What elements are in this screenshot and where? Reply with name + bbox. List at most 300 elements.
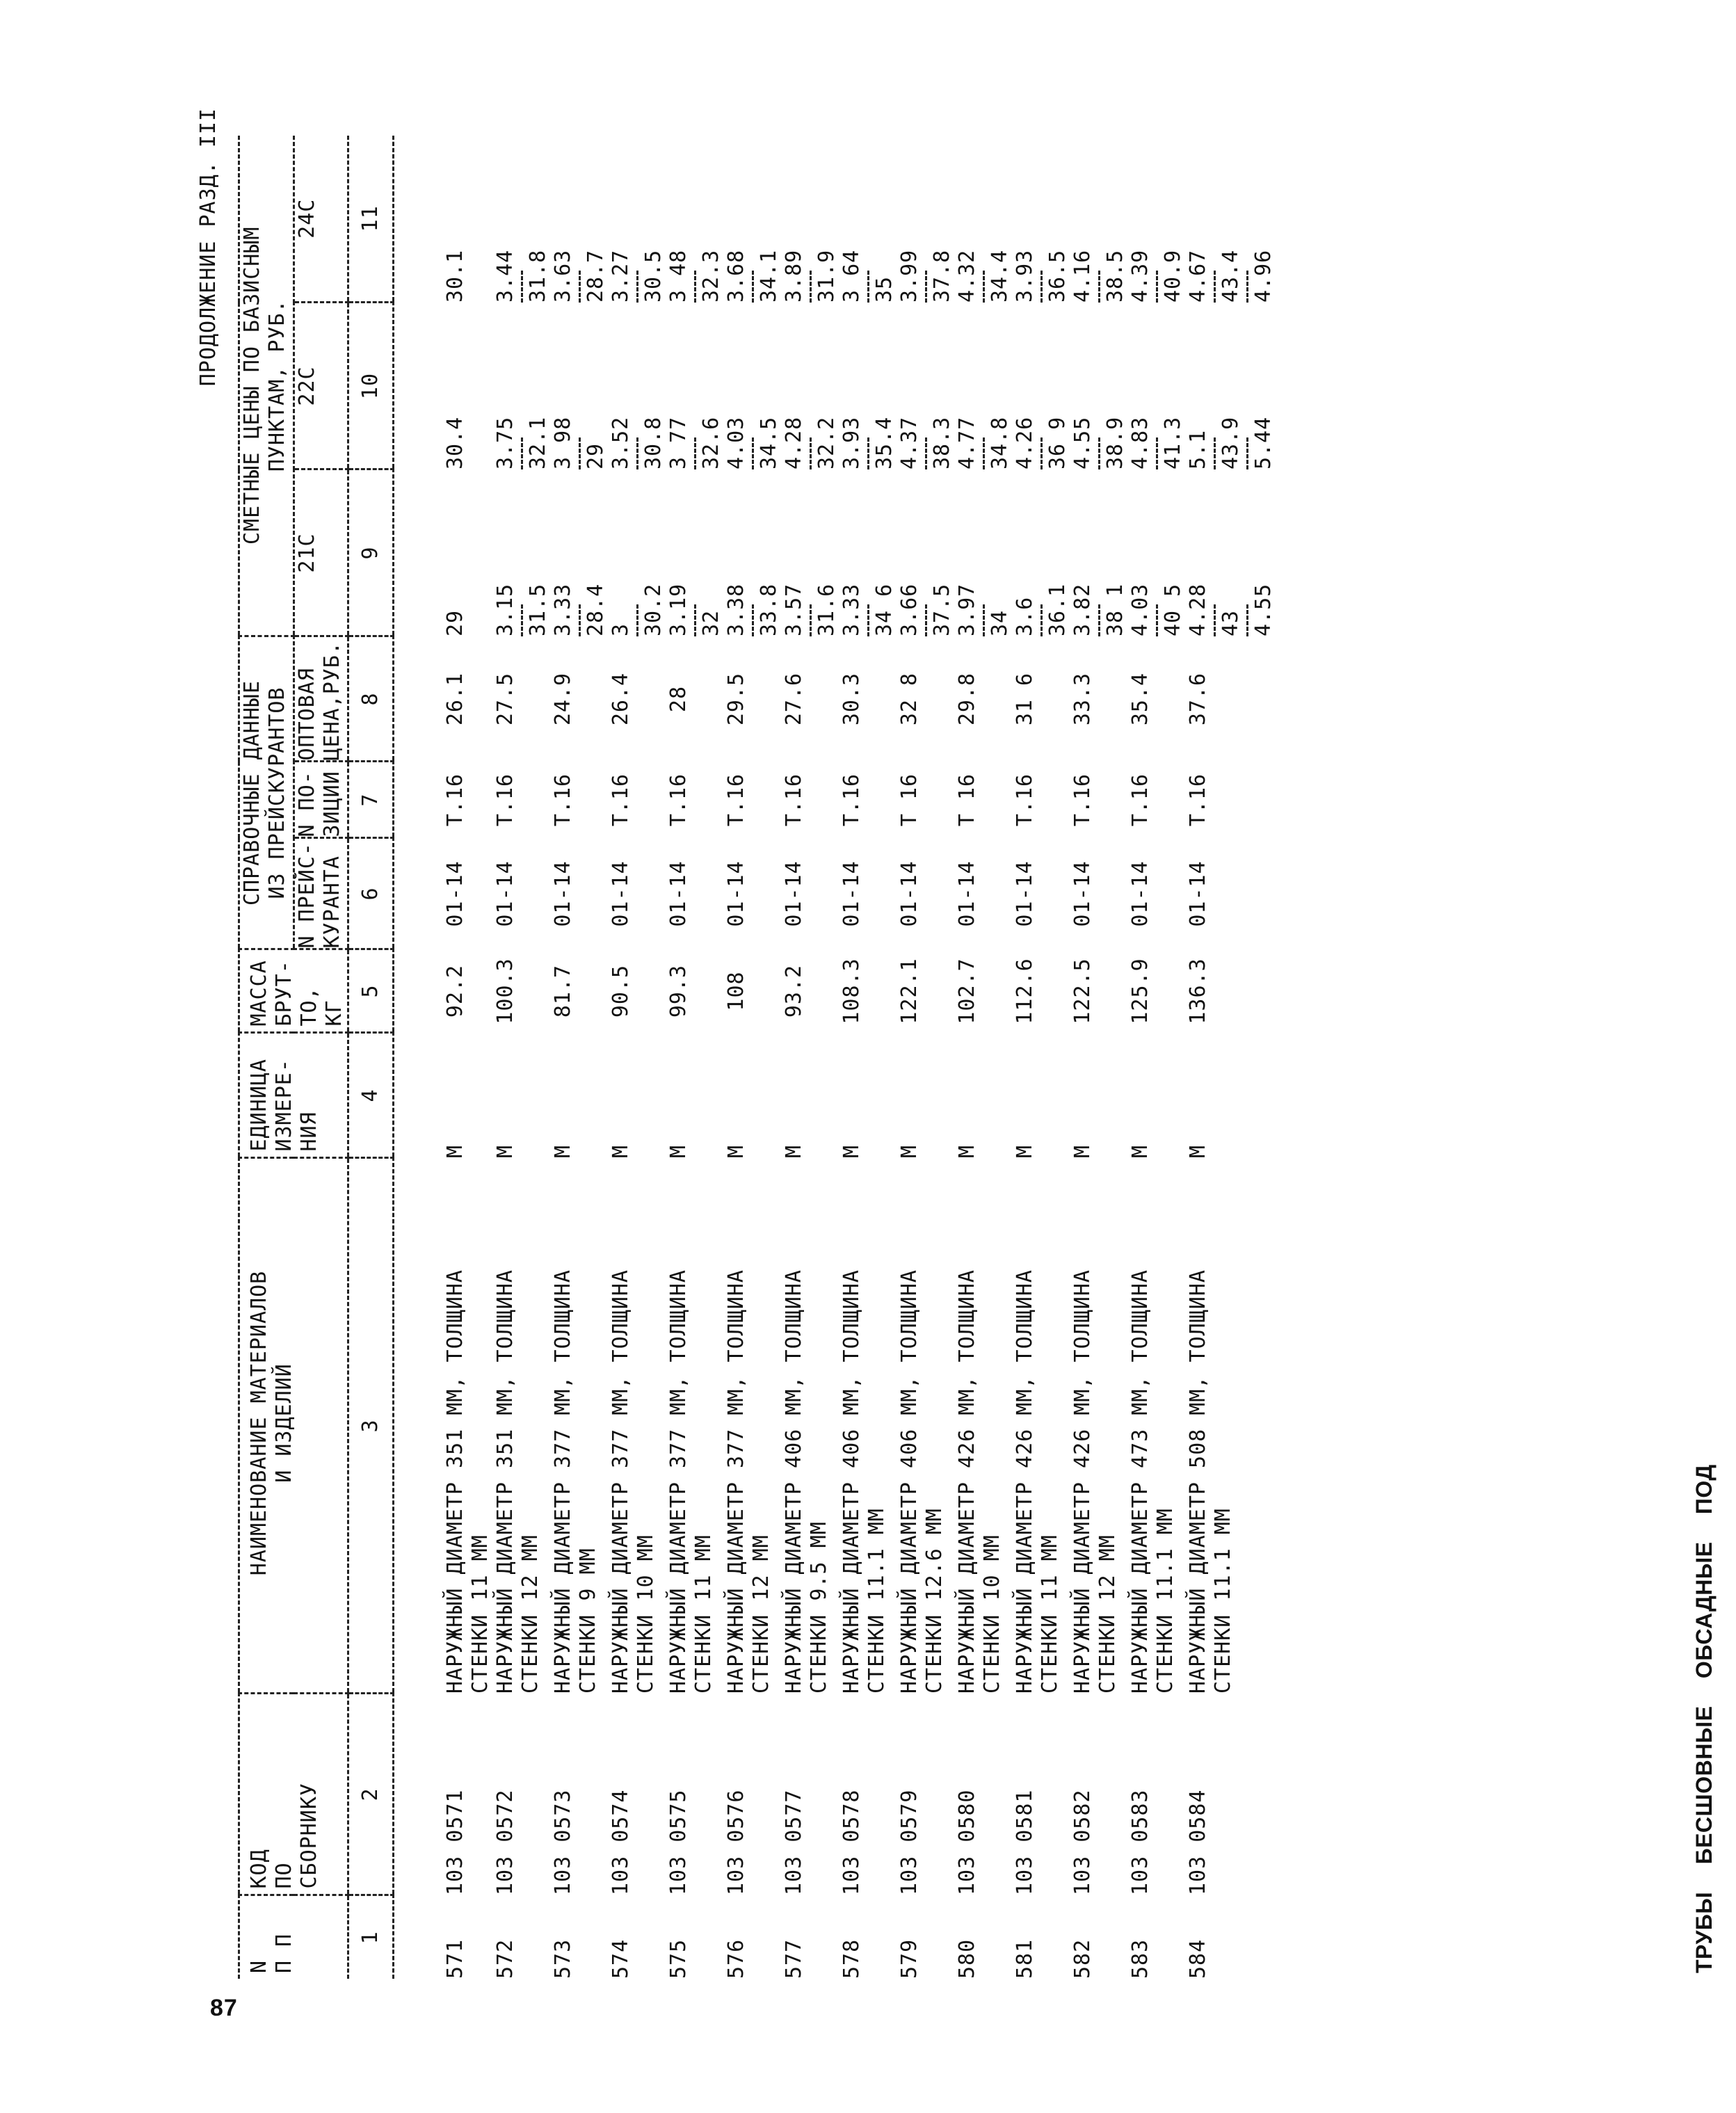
- header-col10: 22С: [294, 303, 348, 469]
- column-number: 5: [348, 949, 394, 1033]
- column-number: 8: [348, 636, 394, 762]
- row-name-line: СТЕНКИ 11 ММ: [691, 1534, 716, 1694]
- row-code: 103 0583: [1128, 1789, 1152, 1895]
- table-row: [1070, 136, 1128, 1979]
- price-fraction: [1013, 584, 1070, 636]
- header-col6: N ПРЕЙС- КУРАНТА: [294, 838, 348, 949]
- fraction-bar: [752, 271, 754, 303]
- row-pricelist: 01-14: [1013, 860, 1037, 927]
- row-wholesale: 30.3: [839, 672, 864, 726]
- price-p21-cell: [609, 469, 666, 636]
- row-number: 582: [1070, 1938, 1095, 1979]
- price-fraction: [1186, 417, 1244, 469]
- fraction-bar: [1156, 271, 1158, 303]
- row-name-line: НАРУЖНЫЙ ДИАМЕТР 508 ММ, ТОЛЩИНА: [1186, 1269, 1210, 1694]
- row-name-line: НАРУЖНЫЙ ДИАМЕТР 473 ММ, ТОЛЩИНА: [1128, 1269, 1152, 1694]
- row-unit: М: [493, 1144, 517, 1158]
- empty-cell: [1244, 949, 1276, 1033]
- row-number: 578: [839, 1938, 864, 1979]
- row-number: 576: [724, 1938, 748, 1979]
- price-denominator: 34.1: [757, 249, 781, 303]
- price-fraction: [1128, 250, 1186, 303]
- table-row: [1128, 136, 1186, 1979]
- row-number: 584: [1186, 1938, 1210, 1979]
- price-denominator: 43.4: [1219, 249, 1243, 303]
- price-numerator: 4.26: [1013, 416, 1037, 469]
- row-unit: М: [551, 1144, 575, 1158]
- price-fraction: [1128, 584, 1186, 636]
- price-fraction: [666, 250, 724, 303]
- row-name: [724, 1158, 782, 1694]
- header-col4: ЕДИНИЦА ИЗМЕРЕ- НИЯ: [239, 1033, 348, 1158]
- row-code: 103 0576: [724, 1789, 748, 1895]
- price-denominator: 28.4: [584, 583, 608, 636]
- price-fraction: [897, 250, 955, 303]
- price-p24-cell: [493, 136, 551, 303]
- row-position: Т.16: [782, 773, 806, 827]
- price-fraction: [782, 584, 839, 636]
- row-number: 572: [493, 1938, 517, 1979]
- price-denominator: 37.8: [930, 249, 954, 303]
- price-fraction: [1013, 250, 1070, 303]
- fraction-bar: [925, 604, 927, 636]
- price-p21-cell: [1013, 469, 1070, 636]
- column-number: 10: [348, 303, 394, 469]
- price-fraction: [551, 417, 609, 469]
- row-name-line: СТЕНКИ 11.1 ММ: [1211, 1508, 1235, 1694]
- price-numerator: 3 77: [666, 416, 691, 469]
- fraction-bar: [867, 437, 869, 469]
- empty-cell: [1244, 1694, 1276, 1895]
- row-pricelist: 01-14: [666, 860, 691, 927]
- price-denominator: 29: [584, 442, 608, 469]
- price-numerator: 3.63: [551, 249, 575, 303]
- fraction-bar: [1156, 604, 1158, 636]
- price-fraction: [1070, 417, 1128, 469]
- fraction-bar: [1246, 437, 1248, 469]
- price-numerator: 3.15: [493, 583, 517, 636]
- price-denominator: 32.2: [814, 416, 839, 469]
- row-unit: М: [782, 1144, 806, 1158]
- row-name-line: НАРУЖНЫЙ ДИАМЕТР 377 ММ, ТОЛЩИНА: [724, 1269, 748, 1694]
- price-denominator: 32.6: [699, 416, 723, 469]
- fraction-bar: [810, 271, 812, 303]
- row-wholesale: 28: [666, 685, 691, 713]
- price-numerator: 5.44: [1251, 416, 1276, 469]
- row-unit: М: [666, 1144, 691, 1158]
- row-unit: М: [955, 1144, 979, 1158]
- row-position: Т.16: [551, 773, 575, 827]
- row-name: [666, 1158, 724, 1694]
- price-p22-cell: [666, 303, 724, 469]
- fraction-bar: [925, 271, 927, 303]
- fraction-bar: [810, 604, 812, 636]
- row-pricelist: 01-14: [609, 860, 633, 927]
- price-denominator: 36.5: [1045, 249, 1070, 303]
- price-denominator: 30.2: [641, 583, 666, 636]
- price-denominator: 28.7: [584, 249, 608, 303]
- row-wholesale: 26.1: [443, 672, 467, 726]
- table-row: [897, 136, 955, 1979]
- price-fraction: [609, 584, 666, 636]
- row-position: Т.16: [609, 773, 633, 827]
- price-numerator: 3.27: [609, 249, 633, 303]
- price-fraction: [1070, 250, 1128, 303]
- table-body: [394, 136, 1277, 1979]
- price-denominator: 43: [1219, 609, 1243, 636]
- price-numerator: 3.52: [609, 416, 633, 469]
- price-p24-cell: [1013, 136, 1070, 303]
- row-wholesale: 24.9: [551, 672, 575, 726]
- price-p22-cell: [551, 303, 609, 469]
- price-p22-cell: [1186, 303, 1244, 469]
- price-p21-cell: [493, 469, 551, 636]
- row-unit: М: [897, 1144, 922, 1158]
- table-row: [1186, 136, 1244, 1979]
- price-p21-cell: [1186, 469, 1244, 636]
- row-number: 571: [443, 1938, 467, 1979]
- price-fraction: [493, 417, 551, 469]
- row-pricelist: 01-14: [493, 860, 517, 927]
- price-fraction: [1186, 250, 1244, 303]
- row-name-line: НАРУЖНЫЙ ДИАМЕТР 351 ММ, ТОЛЩИНА: [443, 1269, 467, 1694]
- price-fraction: [1244, 250, 1276, 303]
- row-pricelist: 01-14: [782, 860, 806, 927]
- price-fraction: [955, 584, 1013, 636]
- price-fraction: [724, 584, 782, 636]
- price-denominator: 31.6: [814, 583, 839, 636]
- price-fraction: [724, 417, 782, 469]
- price-numerator: 3.82: [1070, 583, 1095, 636]
- row-name: [1186, 1158, 1244, 1694]
- row-mass: 100.3: [493, 958, 517, 1025]
- price-fraction: [609, 417, 666, 469]
- fraction-bar: [752, 604, 754, 636]
- price-numerator: 4.03: [1128, 583, 1152, 636]
- row-mass: 81.7: [551, 964, 575, 1018]
- row-position: Т.16: [1013, 773, 1037, 827]
- row-pricelist: 01-14: [839, 860, 864, 927]
- row-name-line: СТЕНКИ 12 ММ: [749, 1534, 773, 1694]
- row-mass: 99.3: [666, 964, 691, 1018]
- trailing-price-p21: [1244, 469, 1276, 636]
- row-pricelist: 01-14: [1070, 860, 1095, 927]
- column-number: 3: [348, 1158, 394, 1694]
- price-numerator: 3.33: [839, 583, 864, 636]
- row-wholesale: 27.5: [493, 672, 517, 726]
- row-code: 103 0580: [955, 1789, 979, 1895]
- price-denominator: 37.5: [930, 583, 954, 636]
- row-pricelist: 01-14: [551, 860, 575, 927]
- price-numerator: 4.32: [955, 249, 979, 303]
- price-p24-cell: [897, 136, 955, 303]
- row-name: [493, 1158, 551, 1694]
- column-number: 11: [348, 136, 394, 303]
- fraction-bar: [1040, 271, 1043, 303]
- fraction-bar: [1040, 437, 1043, 469]
- table-row: [394, 136, 494, 1979]
- header-col9: 21С: [294, 469, 348, 636]
- row-number: 577: [782, 1938, 806, 1979]
- row-name-line: НАРУЖНЫЙ ДИАМЕТР 377 ММ, ТОЛЩИНА: [551, 1269, 575, 1694]
- page-number: 87: [210, 1995, 238, 2021]
- price-p22-cell: [839, 303, 897, 469]
- price-numerator: 3.66: [897, 583, 922, 636]
- price-p22-cell: [897, 303, 955, 469]
- header-col7: N ПО- ЗИЦИИ: [294, 762, 348, 838]
- price-numerator: 4.77: [955, 416, 979, 469]
- price-p24-cell: [666, 136, 724, 303]
- price-value: 30.1: [443, 249, 467, 303]
- row-name-line: СТЕНКИ 9 ММ: [576, 1548, 600, 1694]
- empty-cell: [1244, 1158, 1276, 1694]
- price-p24-cell: [1128, 136, 1186, 303]
- price-fraction: [839, 584, 897, 636]
- row-mass: 90.5: [609, 964, 633, 1018]
- row-pricelist: 01-14: [1128, 860, 1152, 927]
- price-denominator: 38.5: [1103, 249, 1127, 303]
- row-number: 575: [666, 1938, 691, 1979]
- fraction-bar: [636, 604, 638, 636]
- empty-cell: [1244, 838, 1276, 949]
- row-wholesale: 37.6: [1186, 672, 1210, 726]
- row-mass: 136.3: [1186, 958, 1210, 1025]
- price-p22-cell: [1128, 303, 1186, 469]
- empty-cell: [1244, 636, 1276, 762]
- row-name-line: СТЕНКИ 10 ММ: [980, 1534, 1004, 1694]
- price-fraction: [955, 250, 1013, 303]
- row-position: Т.16: [1128, 773, 1152, 827]
- price-p24-cell: [551, 136, 609, 303]
- fraction-bar: [1098, 604, 1100, 636]
- price-p24-cell: [609, 136, 666, 303]
- price-numerator: 3.97: [955, 583, 979, 636]
- header-col2: КОД ПО СБОРНИКУ: [239, 1694, 348, 1895]
- table-row: [666, 136, 724, 1979]
- price-fraction: [1244, 584, 1276, 636]
- fraction-bar: [636, 271, 638, 303]
- fraction-bar: [1156, 437, 1158, 469]
- row-number: 573: [551, 1938, 575, 1979]
- price-p21-cell: [724, 469, 782, 636]
- price-p22-cell: [955, 303, 1013, 469]
- row-mass: 108: [724, 971, 748, 1011]
- price-fraction: [897, 417, 955, 469]
- price-denominator: 35: [872, 275, 897, 303]
- fraction-bar: [521, 437, 523, 469]
- price-numerator: 4.83: [1128, 416, 1152, 469]
- row-name-line: СТЕНКИ 12.6 ММ: [922, 1508, 947, 1694]
- fraction-bar: [694, 271, 696, 303]
- row-code: 103 0584: [1186, 1789, 1210, 1895]
- row-name: [839, 1158, 897, 1694]
- row-code: 103 0581: [1013, 1789, 1037, 1895]
- row-code: 103 0575: [666, 1789, 691, 1895]
- header-col5: МАССА БРУТ- ТО, КГ: [239, 949, 348, 1033]
- row-pricelist: 01-14: [897, 860, 922, 927]
- fraction-bar: [1098, 437, 1100, 469]
- row-name-line: НАРУЖНЫЙ ДИАМЕТР 426 ММ, ТОЛЩИНА: [1013, 1269, 1037, 1694]
- row-code: 103 0579: [897, 1789, 922, 1895]
- row-name: [1070, 1158, 1128, 1694]
- header-col1: N П П: [239, 1895, 348, 1979]
- row-name: [1128, 1158, 1186, 1694]
- price-denominator: 34.5: [757, 416, 781, 469]
- row-name-line: СТЕНКИ 12 ММ: [1095, 1534, 1120, 1694]
- row-name-line: НАРУЖНЫЙ ДИАМЕТР 406 ММ, ТОЛЩИНА: [782, 1269, 806, 1694]
- price-denominator: 38.9: [1103, 416, 1127, 469]
- price-value: 29: [443, 609, 467, 636]
- row-unit: М: [1128, 1144, 1152, 1158]
- price-p24-cell: [839, 136, 897, 303]
- price-numerator: 4.55: [1251, 583, 1276, 636]
- price-fraction: [1013, 417, 1070, 469]
- row-wholesale: 32 8: [897, 672, 922, 726]
- price-fraction: [1186, 584, 1244, 636]
- row-wholesale: 35.4: [1128, 672, 1152, 726]
- price-numerator: 3 64: [839, 249, 864, 303]
- price-p24-cell: [724, 136, 782, 303]
- fraction-bar: [579, 271, 581, 303]
- row-position: Т.16: [724, 773, 748, 827]
- price-p24-cell: [394, 136, 494, 303]
- fraction-bar: [521, 604, 523, 636]
- price-denominator: 30.8: [641, 416, 666, 469]
- price-numerator: 4.37: [897, 416, 922, 469]
- row-name: [897, 1158, 955, 1694]
- header-row-top: [239, 136, 294, 1979]
- table-row-continued: [1244, 136, 1276, 1979]
- price-numerator: 3.6: [1013, 596, 1037, 636]
- price-numerator: 4.55: [1070, 416, 1095, 469]
- price-numerator: 4.16: [1070, 249, 1095, 303]
- row-unit: М: [724, 1144, 748, 1158]
- price-fraction: [839, 250, 897, 303]
- header-col8: ОПТОВАЯ ЦЕНА,РУБ.: [294, 636, 348, 762]
- row-wholesale: 29.8: [955, 672, 979, 726]
- row-name: [782, 1158, 839, 1694]
- fraction-bar: [1040, 604, 1043, 636]
- price-p21-cell: [955, 469, 1013, 636]
- row-wholesale: 29.5: [724, 672, 748, 726]
- fraction-bar: [1214, 604, 1216, 636]
- price-numerator: 4.96: [1251, 249, 1276, 303]
- price-denominator: 38.3: [930, 416, 954, 469]
- fraction-bar: [521, 271, 523, 303]
- price-p24-cell: [1186, 136, 1244, 303]
- price-numerator: 3.75: [493, 416, 517, 469]
- row-number: 581: [1013, 1938, 1037, 1979]
- table-row: [839, 136, 897, 1979]
- price-denominator: 36.1: [1045, 583, 1070, 636]
- row-code: 103 0573: [551, 1789, 575, 1895]
- price-fraction: [782, 417, 839, 469]
- price-p24-cell: [782, 136, 839, 303]
- price-denominator: 40 5: [1161, 583, 1185, 636]
- row-name-line: СТЕНКИ 11.1 ММ: [1153, 1508, 1178, 1694]
- price-table: [238, 136, 1276, 1979]
- table-row: [493, 136, 551, 1979]
- price-p21-cell: [551, 469, 609, 636]
- fraction-bar: [867, 604, 869, 636]
- row-pricelist: 01-14: [724, 860, 748, 927]
- price-denominator: 32: [699, 609, 723, 636]
- row-code: 103 0574: [609, 1789, 633, 1895]
- price-p22-cell: [609, 303, 666, 469]
- row-position: Т.16: [666, 773, 691, 827]
- row-name: [955, 1158, 1013, 1694]
- fraction-bar: [1246, 604, 1248, 636]
- fraction-bar: [983, 604, 985, 636]
- price-denominator: 41.3: [1161, 416, 1185, 469]
- price-fraction: [782, 250, 839, 303]
- price-numerator: 3.33: [551, 583, 575, 636]
- column-number: 2: [348, 1694, 394, 1895]
- price-denominator: 33.8: [757, 583, 781, 636]
- row-name: [609, 1158, 666, 1694]
- row-code: 103 0571: [443, 1789, 467, 1895]
- price-denominator: 34.8: [988, 416, 1012, 469]
- price-fraction: [724, 250, 782, 303]
- column-number: 9: [348, 469, 394, 636]
- price-fraction: [839, 417, 897, 469]
- fraction-bar: [1214, 437, 1216, 469]
- row-code: 103 0578: [839, 1789, 864, 1895]
- price-numerator: 3: [609, 622, 633, 636]
- row-pricelist: 01-14: [1186, 860, 1210, 927]
- price-denominator: 38 1: [1103, 583, 1127, 636]
- row-mass: 92.2: [443, 964, 467, 1018]
- column-number: 4: [348, 1033, 394, 1158]
- row-unit: М: [839, 1144, 864, 1158]
- section-footer-title: ТРУБЫ БЕСШОВНЫЕ ОБСАДНЫЕ ПОД: [1691, 1464, 1717, 1973]
- price-denominator: 32.3: [699, 249, 723, 303]
- price-denominator: 34 6: [872, 583, 897, 636]
- price-numerator: 3.93: [1013, 249, 1037, 303]
- row-number: 583: [1128, 1938, 1152, 1979]
- trailing-price-p24: [1244, 136, 1276, 303]
- price-numerator: 3.89: [782, 249, 806, 303]
- price-p21-cell: [897, 469, 955, 636]
- price-denominator: 31.5: [526, 583, 550, 636]
- row-code: 103 0572: [493, 1789, 517, 1895]
- price-fraction: [551, 584, 609, 636]
- price-numerator: 3.93: [839, 416, 864, 469]
- fraction-bar: [579, 437, 581, 469]
- row-mass: 125.9: [1128, 958, 1152, 1025]
- row-name-line: НАРУЖНЫЙ ДИАМЕТР 426 ММ, ТОЛЩИНА: [1070, 1269, 1095, 1694]
- fraction-bar: [694, 437, 696, 469]
- price-p21-cell: [1128, 469, 1186, 636]
- price-numerator: 3.57: [782, 583, 806, 636]
- row-name: [551, 1158, 609, 1694]
- row-unit: М: [1186, 1144, 1210, 1158]
- row-mass: 102.7: [955, 958, 979, 1025]
- row-name-line: СТЕНКИ 11.1 ММ: [865, 1508, 889, 1694]
- row-name-line: НАРУЖНЫЙ ДИАМЕТР 351 ММ, ТОЛЩИНА: [493, 1269, 517, 1694]
- row-wholesale: 27.6: [782, 672, 806, 726]
- row-name-line: СТЕНКИ 11 ММ: [1038, 1534, 1062, 1694]
- price-numerator: 3 98: [551, 416, 575, 469]
- price-numerator: 3.99: [897, 249, 922, 303]
- row-name-line: НАРУЖНЫЙ ДИАМЕТР 406 ММ, ТОЛЩИНА: [839, 1269, 864, 1694]
- row-number: 574: [609, 1938, 633, 1979]
- row-pricelist: 01-14: [955, 860, 979, 927]
- fraction-bar: [1214, 271, 1216, 303]
- price-fraction: [551, 250, 609, 303]
- fraction-bar: [867, 271, 869, 303]
- price-fraction: [609, 250, 666, 303]
